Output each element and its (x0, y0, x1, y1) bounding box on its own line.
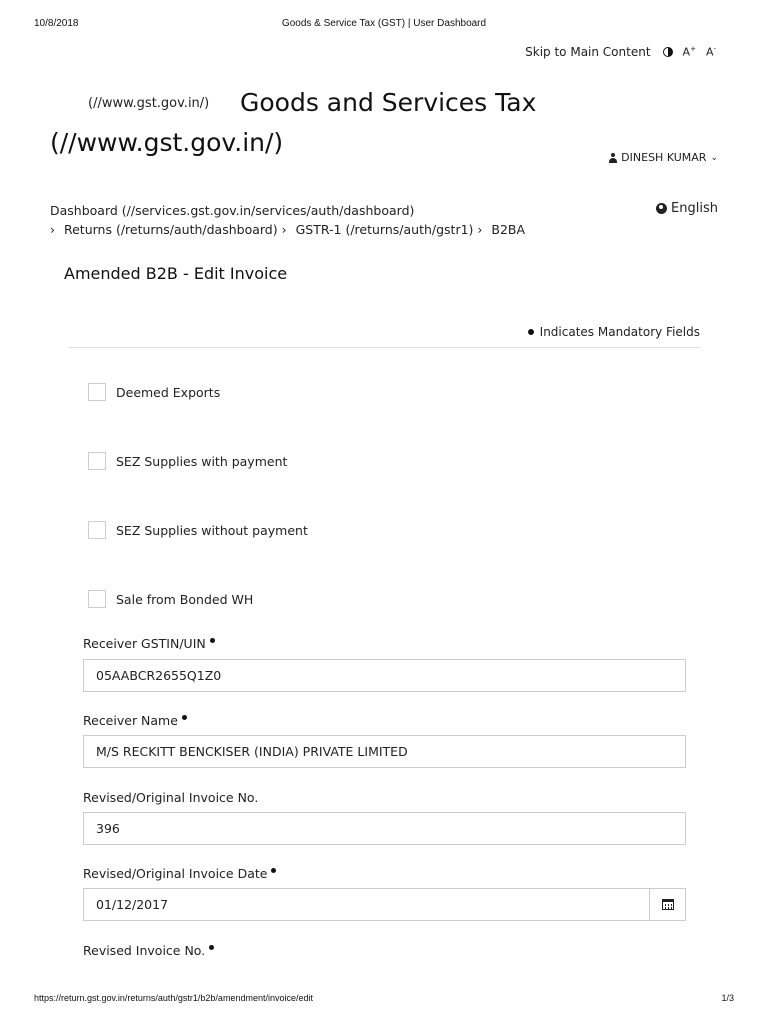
mandatory-dot-icon (271, 868, 276, 873)
breadcrumb (50, 201, 610, 239)
invoice-date-value: 01/12/2017 (96, 897, 169, 912)
checkbox-label: SEZ Supplies with payment (116, 453, 288, 469)
checkbox[interactable] (88, 383, 106, 401)
user-menu[interactable] (609, 151, 718, 164)
breadcrumb-returns[interactable]: Returns (/returns/auth/dashboard) (63, 222, 278, 237)
breadcrumb-dashboard[interactable]: Dashboard (//services.gst.gov.in/services/auth/dashboard) (50, 203, 415, 218)
calendar-icon (662, 899, 674, 910)
mandatory-note (528, 325, 700, 339)
checkbox-sale-bonded-wh[interactable] (88, 590, 253, 608)
mandatory-dot-icon (182, 715, 187, 720)
checkbox-sez-with-payment[interactable] (88, 452, 287, 470)
language-label: English (671, 201, 718, 216)
site-title[interactable]: Goods and Services Tax (240, 88, 537, 117)
print-footer (0, 993, 768, 1007)
checkbox-sez-without-payment[interactable] (88, 521, 308, 539)
mandatory-dot-icon (209, 945, 214, 950)
checkbox[interactable] (88, 452, 106, 470)
print-url: https://return.gst.gov.in/returns/auth/gstr1/b2b/amendment/invoice/edit (34, 993, 313, 1003)
font-increase-button[interactable]: A+ (682, 45, 696, 59)
invoice-no-label: Revised/Original Invoice No. (83, 790, 259, 805)
mandatory-dot-icon (210, 638, 215, 643)
print-header (0, 18, 768, 32)
print-page-number: 1/3 (721, 993, 734, 1003)
breadcrumb-separator: › (50, 222, 55, 237)
user-icon (609, 153, 617, 163)
receiver-gstin-input[interactable] (83, 659, 686, 692)
breadcrumb-separator: › (477, 222, 483, 237)
mandatory-note-text: Indicates Mandatory Fields (539, 325, 700, 339)
receiver-gstin-label: Receiver GSTIN/UIN (83, 636, 215, 651)
mandatory-dot-icon (528, 329, 534, 335)
checkbox[interactable] (88, 521, 106, 539)
user-name: DINESH KUMAR (621, 151, 707, 164)
receiver-name-value: M/S RECKITT BENCKISER (INDIA) PRIVATE LIMITED (96, 744, 408, 759)
breadcrumb-gstr1[interactable]: GSTR-1 (/returns/auth/gstr1) (295, 222, 474, 237)
checkbox-label: Sale from Bonded WH (116, 591, 254, 607)
language-selector[interactable] (656, 201, 718, 216)
site-url[interactable]: (//www.gst.gov.in/) (50, 128, 284, 157)
invoice-no-value: 396 (96, 821, 120, 836)
font-decrease-button[interactable]: A- (705, 45, 716, 59)
revised-invoice-no-label: Revised Invoice No. (83, 943, 214, 958)
skip-to-main-content-link[interactable]: Skip to Main Content (525, 45, 651, 59)
calendar-button[interactable] (649, 889, 685, 920)
print-title: Goods & Service Tax (GST) | User Dashboard (281, 18, 487, 29)
breadcrumb-separator: › (281, 222, 287, 237)
chevron-down-icon: ⌄ (710, 152, 718, 163)
logo-link[interactable]: (//www.gst.gov.in/) (88, 96, 210, 111)
globe-icon (656, 203, 667, 214)
accessibility-bar (525, 44, 716, 60)
invoice-no-input[interactable] (83, 812, 686, 845)
divider (69, 347, 701, 348)
checkbox[interactable] (88, 590, 106, 608)
receiver-gstin-value: 05AABCR2655Q1Z0 (96, 668, 222, 683)
checkbox-deemed-exports[interactable] (88, 383, 220, 401)
receiver-name-label: Receiver Name (83, 713, 187, 728)
breadcrumb-current: B2BA (491, 222, 526, 237)
receiver-name-input[interactable] (83, 735, 686, 768)
page-title: Amended B2B - Edit Invoice (64, 264, 288, 283)
checkbox-label: Deemed Exports (116, 384, 221, 400)
invoice-date-label: Revised/Original Invoice Date (83, 866, 276, 881)
contrast-icon[interactable] (663, 47, 673, 57)
print-date: 10/8/2018 (34, 18, 79, 29)
checkbox-label: SEZ Supplies without payment (116, 522, 308, 538)
invoice-date-input[interactable] (83, 888, 686, 921)
